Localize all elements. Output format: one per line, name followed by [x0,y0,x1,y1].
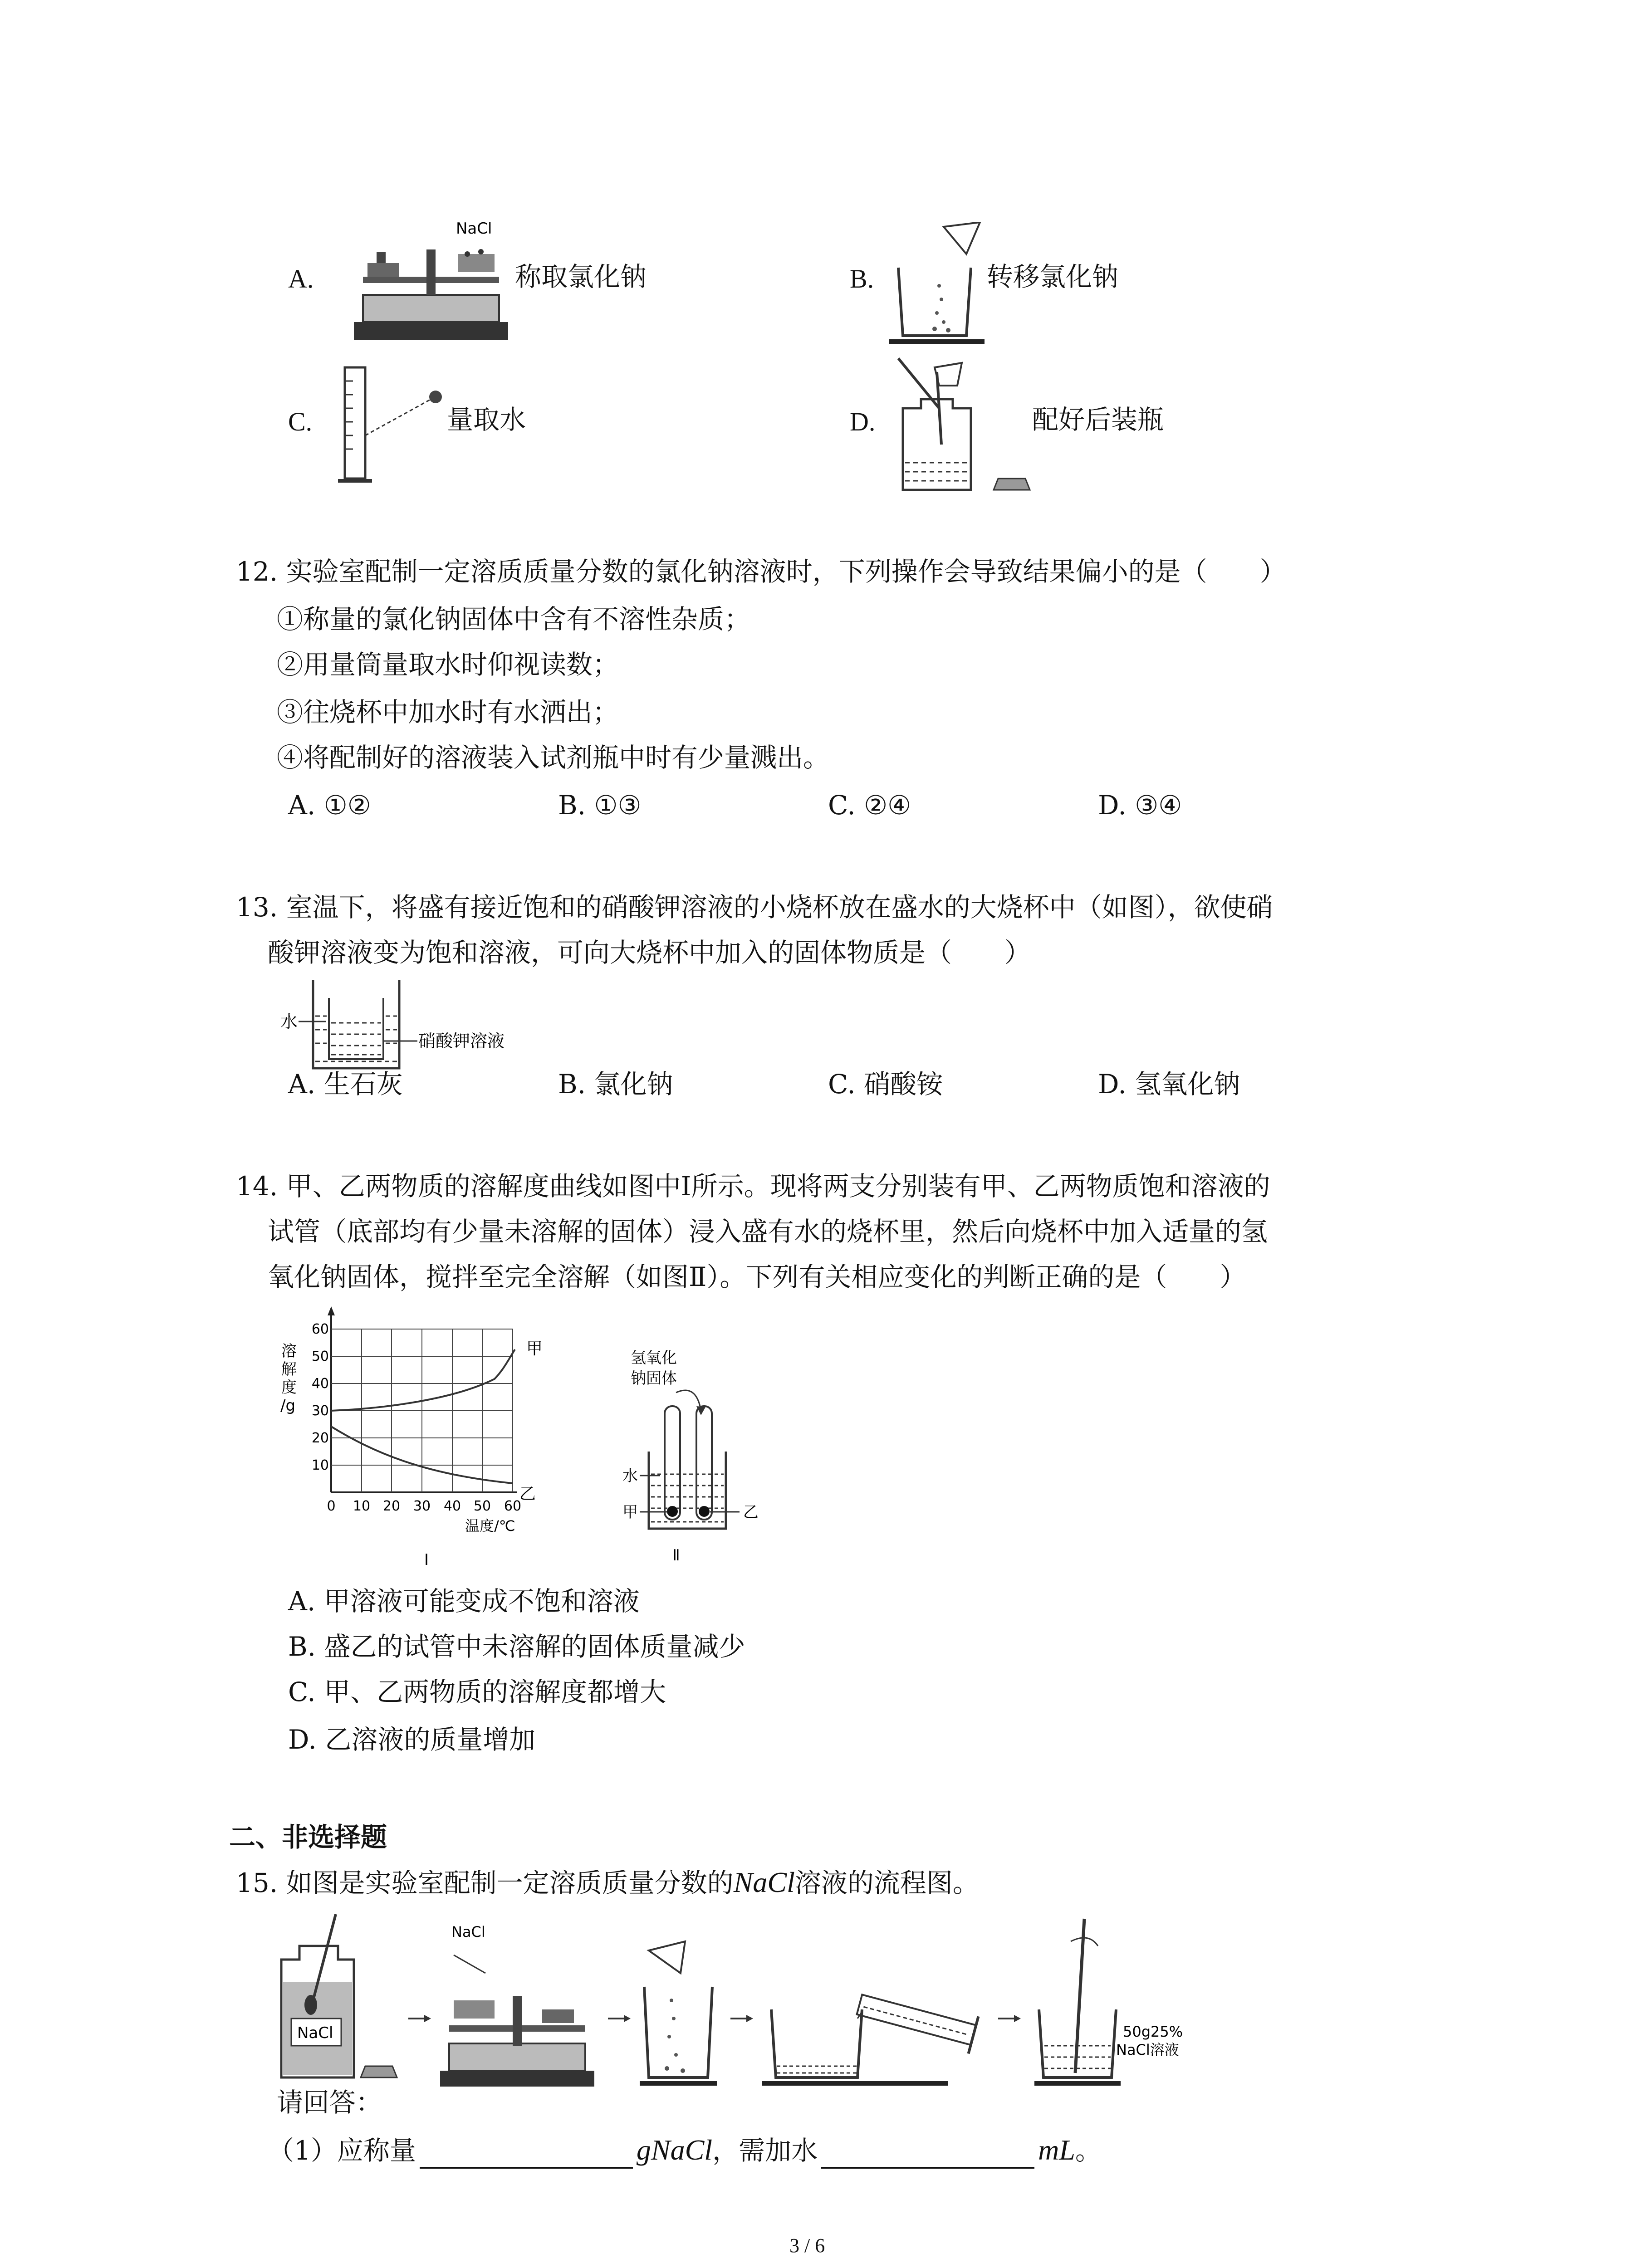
section-title: 二、非选择题 [229,1822,387,1853]
figure-caption: Ⅱ [672,1546,680,1564]
stem-text: 溶液的流程图。 [794,1867,979,1898]
part-text: 。 [1075,2135,1102,2166]
xtick-label: 20 [382,1498,401,1514]
ylabel-char: 度 [281,1378,297,1397]
option-text: 配好后装瓶 [1032,404,1164,435]
option-c[interactable]: C. 甲、乙两物质的溶解度都增大 [288,1677,666,1707]
xtick-label: 10 [353,1498,371,1514]
option-c[interactable]: C. 硝酸铵 [828,1069,943,1100]
solution-prep-flowchart [272,1910,1189,2100]
ytick-label: 60 [311,1321,329,1337]
option-a[interactable]: A. ①② [288,790,371,821]
solution-label: 硝酸钾溶液 [418,1031,505,1051]
graduated-cylinder-figure [336,363,454,490]
test-tubes-figure [622,1343,803,1588]
option-d[interactable]: D. 氢氧化钠 [1098,1069,1240,1100]
option-letter: C. [288,407,313,436]
xtick-label: 40 [443,1498,461,1514]
option-d[interactable]: D. ③④ [1098,790,1182,821]
ylabel-char: 解 [281,1360,297,1378]
curve-label-yi: 乙 [519,1485,536,1503]
xtick-label: 60 [504,1498,522,1514]
question-stem-line: 13. 室温下，将盛有接近饱和的硝酸钾溶液的小烧杯放在盛水的大烧杯中（如图），欲使硝 [236,892,1273,923]
question-stem-line: 酸钾溶液变为饱和溶液，可向大烧杯中加入的固体物质是（ ） [268,937,1031,968]
water-label: 水 [622,1467,638,1485]
stem-text: 15. 如图是实验室配制一定溶质质量分数的 [236,1867,734,1898]
option-letter: D. [850,407,876,436]
final-label: NaCl溶液 [1116,2041,1179,2058]
option-b[interactable]: B. 盛乙的试管中未溶解的固体质量减少 [288,1631,745,1662]
xtick-label: 50 [473,1498,491,1514]
question-stem [236,1864,979,1901]
answer-blank-water[interactable] [821,2140,1034,2169]
bottle-filling-figure [889,354,1039,499]
naoh-label: 氢氧化 [631,1349,677,1367]
unit-ml: mL [1038,2134,1075,2166]
option-letter: A. [288,264,314,293]
ytick-label: 20 [311,1430,329,1446]
curve-label-jia: 甲 [526,1339,543,1358]
condition-item: ③往烧杯中加水时有水洒出； [277,697,619,728]
ylabel-char: 溶 [281,1342,297,1360]
option-text: 称取氯化钠 [515,261,647,292]
condition-item: ②用量筒量取水时仰视读数； [277,649,619,680]
beaker-transfer-figure [889,222,989,349]
tube-label-jia: 甲 [622,1503,638,1521]
ytick-label: 40 [311,1376,329,1392]
condition-item: ④将配制好的溶液装入试剂瓶中时有少量溅出。 [277,742,830,773]
option-text: 转移氯化钠 [987,261,1119,292]
option-b[interactable]: B. ①③ [558,790,642,821]
question-stem-line: 试管（底部均有少量未溶解的固体）浸入盛有水的烧杯里，然后向烧杯中加入适量的氢 [268,1216,1268,1247]
formula-nacl: NaCl [733,1866,795,1898]
part-text: ，需加水 [712,2135,818,2166]
part-text: （1）应称量 [268,2135,416,2166]
solubility-curve-figure [272,1306,599,1588]
option-d[interactable]: D. 乙溶液的质量增加 [288,1724,536,1755]
xtick-label: 30 [413,1498,431,1514]
option-text: 量取水 [447,404,526,435]
tube-label-yi: 乙 [743,1503,759,1521]
naoh-label: 钠固体 [631,1369,677,1388]
question-stem-line: 氧化钠固体，搅拌至完全溶解（如图Ⅱ）。下列有关相应变化的判断正确的是（ ） [268,1261,1246,1292]
answer-prompt: 请回答： [277,2087,382,2118]
figure-caption: Ⅰ [424,1551,429,1569]
nacl-label: NaCl [456,220,492,238]
question-stem-line: 14. 甲、乙两物质的溶解度曲线如图中Ⅰ所示。现将两支分别装有甲、乙两物质饱和溶液的 [236,1171,1270,1202]
option-c[interactable]: C. ②④ [828,790,911,821]
nested-beakers-figure [272,971,526,1080]
condition-item: ①称量的氯化钠固体中含有不溶性杂质； [277,604,751,635]
ytick-label: 30 [311,1403,329,1419]
option-b[interactable]: B. 氯化钠 [558,1069,673,1100]
option-a[interactable]: A. 生石灰 [288,1069,403,1100]
ytick-label: 10 [311,1457,329,1473]
question-15-part-1 [268,2132,1102,2169]
final-label: 50g25% [1123,2023,1183,2040]
balance-nacl-label: NaCl [451,1923,485,1941]
ylabel-char: /g [280,1397,296,1415]
xlabel: 温度/℃ [465,1517,515,1535]
option-letter: B. [850,264,874,293]
unit-g-nacl: gNaCl [636,2134,713,2166]
water-label: 水 [280,1012,298,1031]
answer-blank-mass[interactable] [420,2140,633,2169]
balance-weighing-figure [345,213,517,349]
ytick-label: 50 [311,1349,329,1364]
bottle-label: NaCl [297,2024,333,2042]
option-a[interactable]: A. 甲溶液可能变成不饱和溶液 [288,1586,640,1617]
question-stem: 12. 实验室配制一定溶质质量分数的氯化钠溶液时，下列操作会导致结果偏小的是（ ） [236,556,1286,587]
page-number: 3 / 6 [789,2234,825,2257]
xtick-label: 0 [327,1498,336,1514]
